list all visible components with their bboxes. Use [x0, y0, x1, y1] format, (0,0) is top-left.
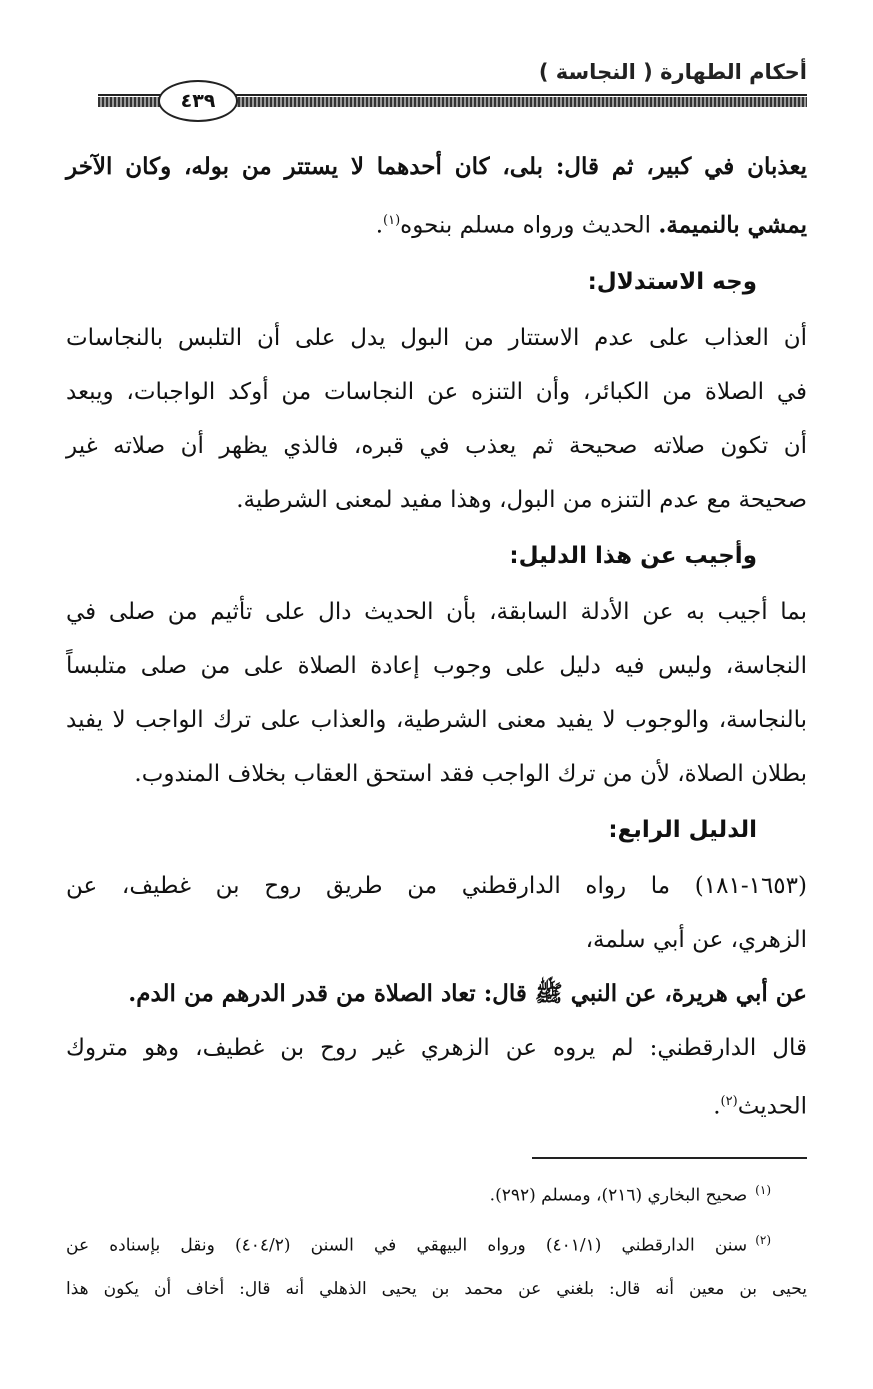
running-header-title: أحكام الطهارة ( النجاسة ): [538, 60, 807, 84]
footnote-ref: (٢): [720, 1093, 738, 1109]
text-line: بطلان الصلاة، لأن من ترك الواجب فقد استحق العقاب بخلاف المندوب.: [134, 760, 807, 787]
text-line: أن العذاب على عدم الاستتار من البول يدل على أن التلبس بالنجاسات: [66, 324, 807, 351]
text-span: يمشي بالنميمة.: [658, 211, 807, 239]
text-line: بما أجيب به عن الأدلة السابقة، بأن الحديث دال على تأثيم من صلى في: [66, 598, 807, 625]
footnote-ref: (١): [383, 213, 401, 228]
footnote-number: (١): [755, 1183, 771, 1197]
text-line: [66, 194, 807, 253]
footnote-text: سنن الدارقطني (٤٠١/١) ورواه البيهقي في السنن (٤٠٤/٢) ونقل بإسناده عن: [66, 1235, 748, 1256]
text-line: بالنجاسة، والوجوب لا يفيد معنى الشرطية، والعذاب على ترك الواجب لا يفيد: [66, 706, 807, 733]
footnote-number: (٢): [755, 1232, 772, 1247]
footnotes: [66, 1168, 807, 1311]
footnote-2: [66, 1218, 807, 1268]
text-span: .: [713, 1093, 721, 1120]
text-span: الحديث: [737, 1093, 807, 1120]
text-line: (١٦٥٣-١٨١) ما رواه الدارقطني من طريق روح بن غطيف، عن: [66, 872, 807, 899]
section-heading: الدليل الرابع:: [608, 816, 757, 843]
text-span: الحديث ورواه مسلم بنحوه: [400, 212, 659, 239]
text-line: في الصلاة من الكبائر، وأن التنزه عن النجاسات من أوكد الواجبات، ويبعد: [66, 378, 807, 405]
page-number: ٤٣٩: [158, 80, 238, 122]
footnote-separator: [532, 1157, 807, 1159]
text-line: الزهري، عن أبي سلمة،: [585, 926, 807, 953]
text-line: [66, 1075, 807, 1134]
footnote-2-continued: يحيى بن معين أنه قال: بلغني عن محمد بن يحيى الذهلي أنه قال: أخاف أن يكون هذا: [66, 1279, 807, 1300]
text-line: صحيحة مع عدم التنزه من البول، وهذا مفيد لمعنى الشرطية.: [236, 486, 807, 513]
text-span: .: [375, 212, 384, 239]
text-line: قال الدارقطني: لم يروه عن الزهري غير روح بن غطيف، وهو متروك: [66, 1034, 807, 1061]
hadith-text-line: عن أبي هريرة، عن النبي ﷺ قال: تعاد الصلاة من قدر الدرهم من الدم.: [128, 979, 807, 1007]
text-line: النجاسة، وليس فيه دليل على وجوب إعادة الصلاة على من صلى متلبساً: [66, 652, 807, 679]
section-heading: وجه الاستدلال:: [587, 268, 757, 295]
footnote-text: صحيح البخاري (٢١٦)، ومسلم (٢٩٢).: [489, 1185, 748, 1206]
main-text: [66, 140, 807, 1133]
text-line: أن تكون صلاته صحيحة ثم يعذب في قبره، فالذي يظهر أن صلاته غير: [66, 432, 807, 459]
footnote-1: [66, 1168, 807, 1218]
text-line: يعذبان في كبير، ثم قال: بلى، كان أحدهما لا يستتر من بوله، وكان الآخر: [66, 153, 807, 180]
section-heading: وأجيب عن هذا الدليل:: [509, 542, 757, 569]
